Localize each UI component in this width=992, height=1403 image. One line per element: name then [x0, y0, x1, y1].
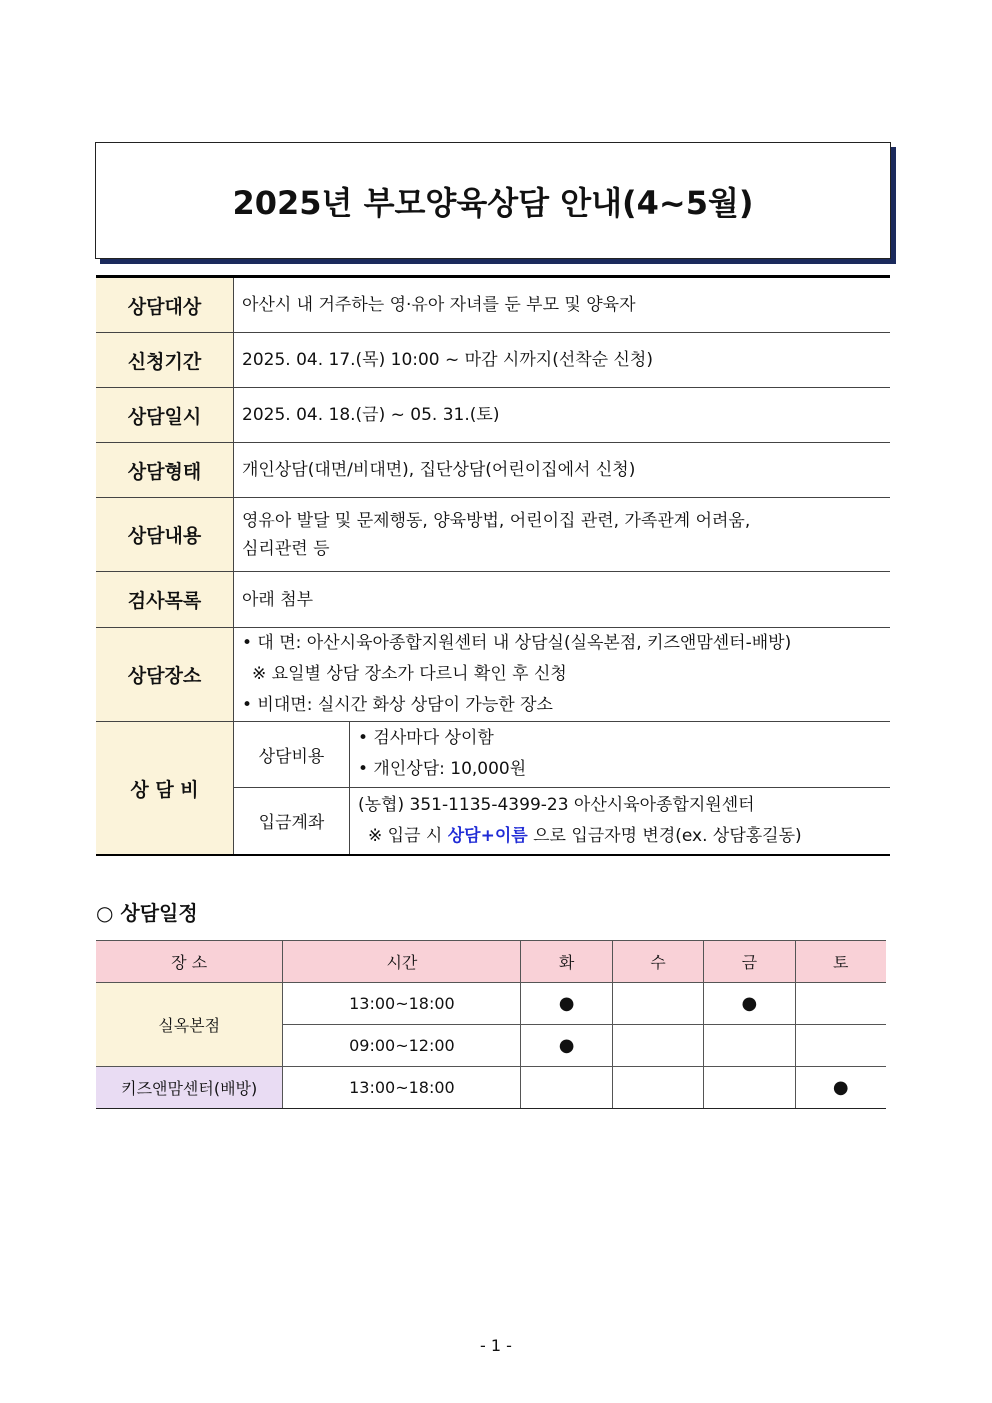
mark-cell: [612, 1067, 703, 1109]
value-target: 아산시 내 거주하는 영·유아 자녀를 둔 부모 및 양육자: [242, 295, 636, 315]
mark-cell: ●: [704, 983, 795, 1025]
time-cell: 13:00~18:00: [283, 983, 521, 1025]
schedule-table: [96, 940, 886, 1109]
account-line-1: (농협) 351-1135-4399-23 아산시육아종합지원센터: [358, 794, 755, 815]
account-value: [350, 787, 891, 854]
fee-cell: [234, 722, 891, 856]
header-time: 시간: [283, 941, 521, 983]
mark-cell: ●: [521, 1025, 612, 1067]
value-place: [234, 628, 891, 722]
account-note-prefix: ※ 입금 시: [368, 825, 448, 846]
label-content: 상담내용: [96, 498, 234, 572]
info-table: [96, 275, 890, 856]
info-row-fee: [96, 722, 890, 856]
location-kidsnmom: 키즈앤맘센터(배방): [96, 1067, 283, 1109]
header-fri: 금: [704, 941, 795, 983]
mark-cell: ●: [795, 1067, 886, 1109]
info-row-type: [96, 443, 890, 498]
header-tue: 화: [521, 941, 612, 983]
value-type: 개인상담(대면/비대면), 집단상담(어린이집에서 신청): [234, 443, 891, 498]
time-cell: 09:00~12:00: [283, 1025, 521, 1067]
place-line-1: • 대 면: 아산시육아종합지원센터 내 상담실(실옥본점, 키즈앤맘센터-배방): [242, 633, 792, 653]
value-tests: 아래 첨부: [234, 572, 891, 628]
info-row-place: [96, 628, 890, 722]
info-row-content: [96, 498, 890, 572]
schedule-header-row: [96, 941, 886, 983]
fee-account-row: [234, 787, 890, 854]
header-place: 장 소: [96, 941, 283, 983]
info-row-tests: [96, 572, 890, 628]
info-row-date: [96, 388, 890, 443]
account-note-suffix: 으로 입금자명 변경(ex. 상담홍길동): [527, 825, 802, 846]
mark-cell: [704, 1067, 795, 1109]
page-title: 2025년 부모양육상담 안내(4~5월): [232, 183, 754, 222]
info-row-period: [96, 333, 890, 388]
label-date: 상담일시: [96, 388, 234, 443]
cost-line-1: • 검사마다 상이함: [358, 728, 494, 749]
mark-cell: [521, 1067, 612, 1109]
account-note-highlight: 상담+이름: [447, 825, 528, 846]
mark-cell: [795, 1025, 886, 1067]
location-silok: 실옥본점: [96, 983, 283, 1067]
info-row-target: [96, 277, 890, 333]
label-place: 상담장소: [96, 628, 234, 722]
account-label: 입금계좌: [234, 787, 350, 854]
label-type: 상담형태: [96, 443, 234, 498]
place-line-2: ※ 요일별 상담 장소가 다르니 확인 후 신청: [252, 664, 567, 684]
header-wed: 수: [612, 941, 703, 983]
schedule-row: [96, 1067, 886, 1109]
mark-cell: [612, 1025, 703, 1067]
cost-line-2: • 개인상담: 10,000원: [358, 759, 527, 780]
page-number: - 1 -: [480, 1336, 512, 1355]
cost-label: 상담비용: [234, 722, 350, 787]
value-content: [234, 498, 891, 572]
label-tests: 검사목록: [96, 572, 234, 628]
title-box: [95, 142, 891, 259]
time-cell: 13:00~18:00: [283, 1067, 521, 1109]
label-target: 상담대상: [96, 277, 234, 333]
header-sat: 토: [795, 941, 886, 983]
mark-cell: ●: [521, 983, 612, 1025]
schedule-row: [96, 983, 886, 1025]
account-note: [358, 821, 890, 852]
mark-cell: [612, 983, 703, 1025]
label-period: 신청기간: [96, 333, 234, 388]
mark-cell: [795, 983, 886, 1025]
value-period: 2025. 04. 17.(목) 10:00 ~ 마감 시까지(선착순 신청): [234, 333, 891, 388]
schedule-title: ○ 상담일정: [96, 901, 198, 925]
content-line-2: 심리관련 등: [242, 538, 330, 559]
fee-cost-row: [234, 722, 890, 787]
mark-cell: [704, 1025, 795, 1067]
place-line-3: • 비대면: 실시간 화상 상담이 가능한 장소: [242, 695, 553, 715]
fee-subtable: [234, 722, 890, 854]
cost-value: [350, 722, 891, 787]
content-line-1: 영유아 발달 및 문제행동, 양육방법, 어린이집 관련, 가족관계 어려움,: [242, 510, 751, 531]
value-date: 2025. 04. 18.(금) ~ 05. 31.(토): [234, 388, 891, 443]
label-fee: 상 담 비: [96, 722, 234, 856]
